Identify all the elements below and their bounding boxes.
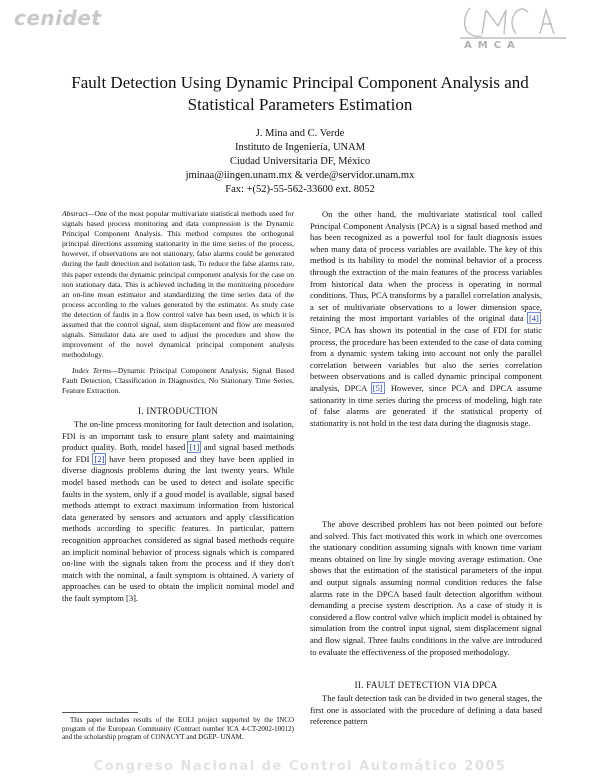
title-line-1: Fault Detection Using Dynamic Principal Component Analysis and	[71, 73, 529, 92]
text-run: . Since, PCA has shown its potential in the case of FDI for static process, the procedure has been extended to the case of data coming from a dynamic system taking into account not only the parallel correlation between variables but also the series correlation between observations and is called dynamic principal component analysis, DPCA	[310, 313, 542, 393]
amca-wordmark: AMCA	[464, 40, 521, 51]
authors: J. Mina and C. Verde	[255, 128, 345, 139]
text-run: and signal based methods for FDI	[62, 442, 295, 464]
cenidet-logo: cenidet	[14, 6, 102, 30]
author-block	[150, 127, 450, 197]
text-run: have been proposed and they have been applied in diverse diagnosis problems during the last twenty years. While model based methods can be used to detect and isolate specific faults in the system, only if a good model is available, signal based methods attempt to extract maximum information from historical data generated by sensors and actuators and apply classification methods according to specific features. In particular, pattern recognition approaches considered as signal based methods require an implicit nominal behavior of process signals which is compared on-line with the signals taken from the process and if they don't match with the nominal, a fault symptom is obtained. A variety of approaches can be used to obtain the implicit nominal model and the fault symptom	[62, 453, 294, 603]
section-1-heading: I. INTRODUCTION	[138, 406, 218, 416]
right-paragraph-1	[310, 209, 542, 429]
affiliation: Instituto de Ingeniería, UNAM	[234, 142, 366, 153]
section-1-paragraph	[62, 419, 294, 605]
abstract-label: Abstract—	[62, 209, 95, 218]
city: Ciudad Universitaria DF, México	[229, 156, 371, 167]
index-terms	[62, 366, 294, 396]
citation-link[interactable]: [1]	[189, 442, 200, 453]
conference-footer: Congreso Nacional de Control Automático 2005	[93, 759, 507, 774]
citation-text: [3]	[125, 592, 136, 603]
citation-link[interactable]: [4]	[528, 313, 539, 324]
right-paragraph-2: The above described problem has not been pointed out before and solved. This fact motivated this work in which one overcomes the stationary condition assuming signals with known time variant means obtained on line by single moving average estimation. One shows that the estimation of the statistical parameters of the input and output signals assuming normal condition reduces the false alarms rate in the DPCA based fault detection algorithm without demanding a precise system description. As a case of study it is considered a flow control valve which implicit model is obtained by simulation from the control input signal, stem displacement signal and flow signal. Three faults conditions in the valve are introduced to evaluate the effectiveness of the proposed methodology.	[310, 519, 542, 657]
title-line-2: Statistical Parameters Estimation	[187, 95, 413, 114]
citation-link[interactable]: [5]	[372, 382, 383, 393]
abstract-text: One of the most popular multivariate statistical methods used for signals based process monitoring and data compression is the Dynamic Principal Component Analysis. This method computes the orthogonal principal directions assuming stationarity in the time series of the process, however, if observations are not stationary, false alarms could be generated during the fault detection and isolation task. To reduce the false alarms rate, this paper extends the dynamic principal component analysis for the case on non stationary data. This is achieved including in the monitoring procedure an on-line mean estimator and standardizing the time series data of the process according to the values generated by the estimator. As study case the detection of faults in a flow control valve has been used, in which it is assumed that the control signal, stem displacement and flow are measured signals. Simulator data are used to adjust the procedure and show the improvement of the novel dynamical principal component analysis methodology.	[62, 209, 294, 360]
section-2-paragraph: The fault detection task can be divided in two general stages, the first one is associated with the procedure of defining a data based reference pattern	[310, 693, 542, 727]
emails[interactable]: jminaa@iingen.unam.mx & verde@servidor.unam.mx	[185, 170, 415, 181]
paper-title	[40, 72, 560, 116]
fax: Fax: +(52)-55-562-33600 ext. 8052	[225, 184, 375, 195]
footnote-divider	[62, 712, 138, 713]
abstract	[62, 209, 294, 360]
index-terms-label: Index Terms—	[72, 366, 118, 375]
text-run: The on-line process monitoring for fault detection and isolation, FDI is an important task to ensure plant safety and maintaining product quality. Both, model based	[62, 419, 294, 453]
text-run: On the other hand, the multivariate statistical tool called Principal Component Analysis (PCA) is a signal based method and has been recognized as a powerful tool for fault diagnosis issues when many data of process variables are available. The key of this method is its hability to model the nominal behavior of a process through the extraction of the main features of the process variables from historical data when the process is operating in normal conditions. Thus, PCA transforms by a parallel correlation analysis, a set of multivariate observations to a lower dimension space, retaining the most important variables of the original data	[310, 209, 542, 324]
section-2-heading: II. FAULT DETECTION VIA DPCA	[354, 680, 498, 690]
text-run: . However, since PCA and DPCA assume sationarity in time series during the process of modeling, high rate of false alarms are generated if the statistical property of stationarity is not hold in the test data during the diagnosis stage.	[310, 382, 542, 428]
text-run: .	[135, 592, 139, 603]
footnote: This paper includes results of the EOLI project supported by the INCO program of the European Community (Contract number ICA 4-CT-2002-10012) and the scholarship program of CONACYT and DGEP- UNAM.	[62, 716, 294, 742]
citation-link[interactable]: [2]	[94, 453, 105, 464]
index-terms-text: Dynamic Principal Component Analysis, Signal Based Fault Detection, Classification in Diagnostics, No Stationary Time Series, Feature Extraction.	[62, 366, 295, 396]
